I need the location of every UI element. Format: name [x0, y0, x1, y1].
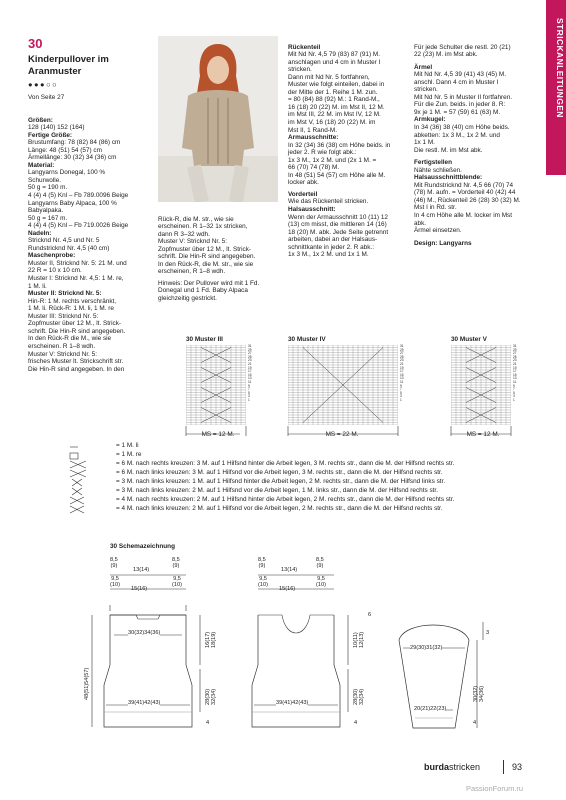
difficulty-dots: ●●●○○	[28, 80, 59, 89]
back-height-total: 48(51)54(57)	[84, 667, 90, 700]
back-row2-b: 15(16)	[131, 586, 148, 592]
front-width-lower: 39(41)42(43)	[276, 700, 309, 706]
sleeve-width-lower: 20(21)22(23)	[414, 706, 447, 712]
muster2-heading: Muster II: Stricknd Nr. 5:	[28, 290, 102, 298]
legend-symbol-3-left-a	[72, 479, 82, 486]
armkugel-heading: Armkugel:	[414, 116, 446, 124]
page-number: 93	[512, 762, 523, 772]
halsblende-heading: Halsausschnittblende:	[414, 174, 483, 182]
watermark: PassionForum.ru	[466, 784, 524, 793]
aermel-text: Mit Nd Nr. 4,5 39 (41) 43 (45) M. anschl. Dann 4 cm in Muster I stricken. Mit Nd Nr. 5 in Muster II fortfahren. Für die Zun. beids. in jeder 8. R: 9x je 1 M. = 57 (59) 61 (63) M.	[414, 71, 513, 116]
legend-item-4-right: = 4 M. nach rechts kreuzen: 2 M. auf 1 Hilfsnd hinter die Arbeit legen, 2 M. rechts str., dann die M. der Hilfsnd rechts str.	[116, 496, 455, 503]
vorderteil-heading: Vorderteil	[288, 190, 318, 198]
fertige-heading: Fertige Größe:	[28, 131, 73, 139]
chart-muster-v-rownumbers: 31 29 27 25 23 21 19 17 15 13 11 9 7 5 3 1	[513, 344, 517, 402]
chart-muster-iii-rownumbers: 31 29 27 25 23 21 19 17 15 13 11 9 7 5 3 1	[248, 344, 252, 402]
sleeve-cap: 3	[486, 630, 490, 636]
front-height-body: 28(30) 32(34)	[353, 688, 365, 705]
schematic-front	[228, 555, 368, 745]
col2-text: Rück-R, die M. str., wie sie erscheinen. R 1–32 1x stricken, dann R 3–32 wdh. Muster V: Stricknd Nr. 5: Zopfmuster über 12 M., lt. Strick- schrift. Die Hin-R sind angegeben. In den Rück-R, die M. str., wie sie erscheinen, R 1–8 wdh.	[158, 215, 256, 276]
muster5-text: Muster V: Stricknd Nr. 5: frisches Muster lt. Strickschrift str. Die Hin-R sind angegeben. In den	[28, 350, 125, 373]
chart-muster-iii	[186, 345, 246, 425]
sleeve-height: 30(32) 34(36)	[473, 685, 485, 702]
footer-divider	[503, 760, 504, 774]
halsblende-text: Mit Rundstricknd Nr. 4,5 66 (70) 74 (78) M. aufn. = Vorderteil 40 (42) 44 (46) M., Rückenteil 26 (28) 30 (32) M. Mst I in Rd. str. In 4 cm Höhe alle M. locker im Mst abk. Ärmel einsetzen.	[414, 181, 521, 235]
back-top-c: 8,5 (9)	[172, 557, 180, 569]
vorderteil-text: Wie das Rückenteil stricken.	[288, 198, 369, 206]
armausschnitte-text: In 32 (34) 36 (38) cm Höhe beids. in jeder 2. R wie folgt abk.: 1x 3 M., 1x 2 M. und (2x 1 M. = 66 (70) 74 (78) M. In 48 (51) 54 (57) cm Höhe alle M. locker abk.	[288, 141, 391, 187]
from-page: Von Seite 27	[28, 94, 65, 101]
sleeve-width-upper: 29(30)31(32)	[410, 645, 443, 651]
fertige-text: Brustumfang: 78 (82) 84 (86) cm Länge: 48 (51) 54 (57) cm Ärmellänge: 30 (32) 34 (36) cm	[28, 139, 121, 162]
schematic-title: 30 Schemazeichnung	[110, 543, 175, 550]
front-row2-b: 15(16)	[279, 586, 296, 592]
front-height-arm: 10(11) 12(13)	[353, 631, 365, 648]
halsausschnitt-text: Wenn der Armausschnitt 10 (11) 12 (13) cm misst, die mittleren 14 (16) 18 (20) M. abk. Jede Seite getrennt arbeiten, dabei an der Halsaus- schnittkante in jeder 2. R abk.: 1x 3 M., 1x 2 M. und 1x 1 M.	[288, 213, 389, 259]
maschenprobe-heading: Maschenprobe:	[28, 252, 76, 260]
material-text: Langyarns Donegal, 100 % Schurwolle. 50 g = 190 m. 4 (4) 4 (5) Knl – Fb 789.0096 Beige Langyarns Baby Alpaca, 100 % Babyalpaka. 50 g = 167 m. 4 (4) 4 (5) Knl – Fb 719.0026 Beige	[28, 169, 129, 230]
legend-symbol-6-left	[70, 470, 86, 477]
legend-item-6-left: = 6 M. nach links kreuzen: 3 M. auf 1 Hilfsnd vor die Arbeit legen, 3 M. rechts str., dann die M. der Hilfsnd rechts str.	[116, 469, 443, 476]
nadeln-text: Stricknd Nr. 4,5 und Nr. 5 Rundstricknd Nr. 4,5 (40 cm)	[28, 237, 110, 252]
ms-brackets	[180, 426, 525, 442]
chart-muster-iv-ms: MS = 22 M.	[322, 431, 362, 438]
chart-muster-iv-title: 30 Muster IV	[288, 336, 326, 343]
back-row2-c: 9,5 (10)	[172, 576, 182, 588]
groessen-heading: Größen:	[28, 116, 53, 124]
side-tab	[546, 0, 566, 175]
fertigstellen-text: Nähte schließen.	[414, 166, 462, 174]
pattern-title-line1: Kinderpullover im	[28, 54, 109, 65]
legend	[116, 442, 454, 514]
maschenprobe-text: Muster II, Stricknd Nr. 5: 21 M. und 22 R = 10 x 10 cm.	[28, 259, 127, 275]
pattern-title-line2: Aranmuster	[28, 66, 82, 77]
legend-symbol-knit	[70, 453, 78, 459]
chart-muster-iv-rownumbers: 31 29 27 25 23 21 19 17 15 13 11 9 7 5 3 1	[400, 344, 404, 402]
halsausschnitt-heading: Halsausschnitt:	[288, 206, 336, 214]
footer-brand-rest: stricken	[449, 762, 481, 772]
legend-symbol-3-left-b	[72, 488, 82, 495]
armausschnitte-heading: Armausschnitte:	[288, 134, 339, 142]
schematic-sleeve	[385, 600, 495, 740]
aermel-heading: Ärmel	[414, 63, 433, 71]
pattern-number: 30	[28, 36, 43, 51]
legend-symbol-6-right	[70, 461, 86, 468]
back-top-b: 13(14)	[133, 567, 150, 573]
column-4	[414, 36, 534, 255]
legend-symbols	[68, 443, 118, 519]
legend-item-knit: = 1 M. re	[116, 451, 142, 458]
front-top-c: 8,5 (9)	[316, 557, 324, 569]
col4-top-text: Für jede Schulter die restl. 20 (21) 22 (23) M. im Mst abk.	[414, 43, 511, 59]
back-height-body: 28(30) 32(34)	[205, 688, 217, 705]
front-top-b: 13(14)	[281, 567, 298, 573]
schematic-back	[80, 555, 220, 745]
footer-brand-bold: burda	[424, 762, 450, 772]
side-tab-label: STRICKANLEITUNGEN	[555, 18, 565, 118]
front-rib: 4	[354, 720, 358, 726]
rueckenteil-text: Mit Nd Nr. 4,5 79 (83) 87 (91) M. anschlagen und 4 cm in Muster I stricken. Dann mit Nd Nr. 5 fortfahren, Muster wie folgt einteilen, dabei in der Mitte der 1. Reihe 1 M. zun. = 80 (84) 88 (92) M.: 1 Rand-M., 16 (18) 20 (22) M. im Mst II, 12 M. im Mst III, 22 M. im Mst IV, 12 M. im Mst V, 16 (18) 20 (22) M. im Mst II, 1 Rand-M.	[288, 51, 385, 134]
hinweis-text: Hinweis: Der Pullover wird mit 1 Fd. Donegal und 1 Fd. Baby Alpaca gleichzeitig gestrickt.	[158, 279, 260, 303]
column-3	[288, 36, 406, 259]
legend-item-purl: = 1 M. li	[116, 442, 139, 449]
back-top-a: 8,5 (9)	[110, 557, 118, 569]
front-row2-a: 9,5 (10)	[258, 576, 268, 588]
material-heading: Material:	[28, 161, 55, 169]
chart-grid	[186, 345, 246, 425]
chart-muster-iii-ms: MS = 12 M.	[201, 431, 235, 438]
legend-item-3-left-b: = 3 M. nach links kreuzen: 2 M. auf 1 Hilfsnd vor die Arbeit legen, 1 M. links str., dann die M. der Hilfsnd rechts str.	[116, 487, 438, 494]
muster3-text: Muster III: Stricknd Nr. 5: Zopfmuster über 12 M., lt. Strick- schrift. Die Hin-R sind angegeben. In den Rück-R die M., wie sie erscheinen. R 1–8 wdh.	[28, 312, 126, 350]
muster1-text: Muster I: Stricknd Nr. 4,5: 1 M. re, 1 M. li.	[28, 275, 124, 290]
back-width-upper: 30(32)34(36)	[128, 630, 161, 636]
chart-muster-v	[451, 345, 511, 425]
front-top-a: 8,5 (9)	[258, 557, 266, 569]
legend-item-3-left-a: = 3 M. nach links kreuzen: 1 M. auf 1 Hilfsnd hinter die Arbeit legen, 2 M. rechts str., dann die M. der Hilfsnd links str.	[116, 478, 446, 485]
front-neck-depth: 6	[368, 612, 372, 618]
back-width-lower: 39(41)42(43)	[128, 700, 161, 706]
back-height-arm: 16(17) 18(19)	[205, 631, 217, 648]
armkugel-text: In 34 (36) 38 (40) cm Höhe beids. abketten: 1x 3 M., 1x 2 M. und 1x 1 M. Die restl. M. im Mst abk.	[414, 124, 510, 154]
back-row2-a: 9,5 (10)	[110, 576, 120, 588]
column-1	[28, 109, 148, 373]
legend-item-6-right: = 6 M. nach rechts kreuzen: 3 M. auf 1 Hilfsnd hinter die Arbeit legen, 3 M. rechts str., dann die M. der Hilfsnd rechts str.	[116, 460, 455, 467]
chart-muster-iv	[288, 345, 398, 425]
legend-item-4-left: = 4 M. nach links kreuzen: 2 M. auf 1 Hilfsnd vor die Arbeit legen, 2 M. rechts str., dann die M. der Hilfsnd rechts str.	[116, 505, 443, 512]
fertigstellen-heading: Fertigstellen	[414, 159, 452, 167]
column-2	[158, 208, 283, 310]
chart-muster-v-ms: MS = 12 M.	[466, 431, 500, 438]
muster2-text: Hin-R: 1 M. rechts verschränkt, 1 M. li. Rück-R: 1 M. li, 1 M. re	[28, 297, 117, 313]
legend-symbol-4-right	[70, 497, 84, 504]
back-rib: 4	[206, 720, 210, 726]
chart-grid	[451, 345, 511, 425]
pullover-photo	[158, 36, 278, 202]
nadeln-heading: Nadeln:	[28, 229, 52, 237]
legend-symbol-4-left	[70, 506, 84, 513]
groessen-text: 128 (140) 152 (164)	[28, 124, 85, 132]
chart-muster-v-title: 30 Muster V	[451, 336, 487, 343]
front-row2-c: 9,5 (10)	[316, 576, 326, 588]
sleeve-rib: 4	[473, 720, 477, 726]
design-credit: Design: Langyarns	[414, 239, 472, 247]
chart-muster-iii-title: 30 Muster III	[186, 336, 223, 343]
footer-brand	[424, 762, 480, 772]
rueckenteil-heading: Rückenteil	[288, 43, 321, 51]
